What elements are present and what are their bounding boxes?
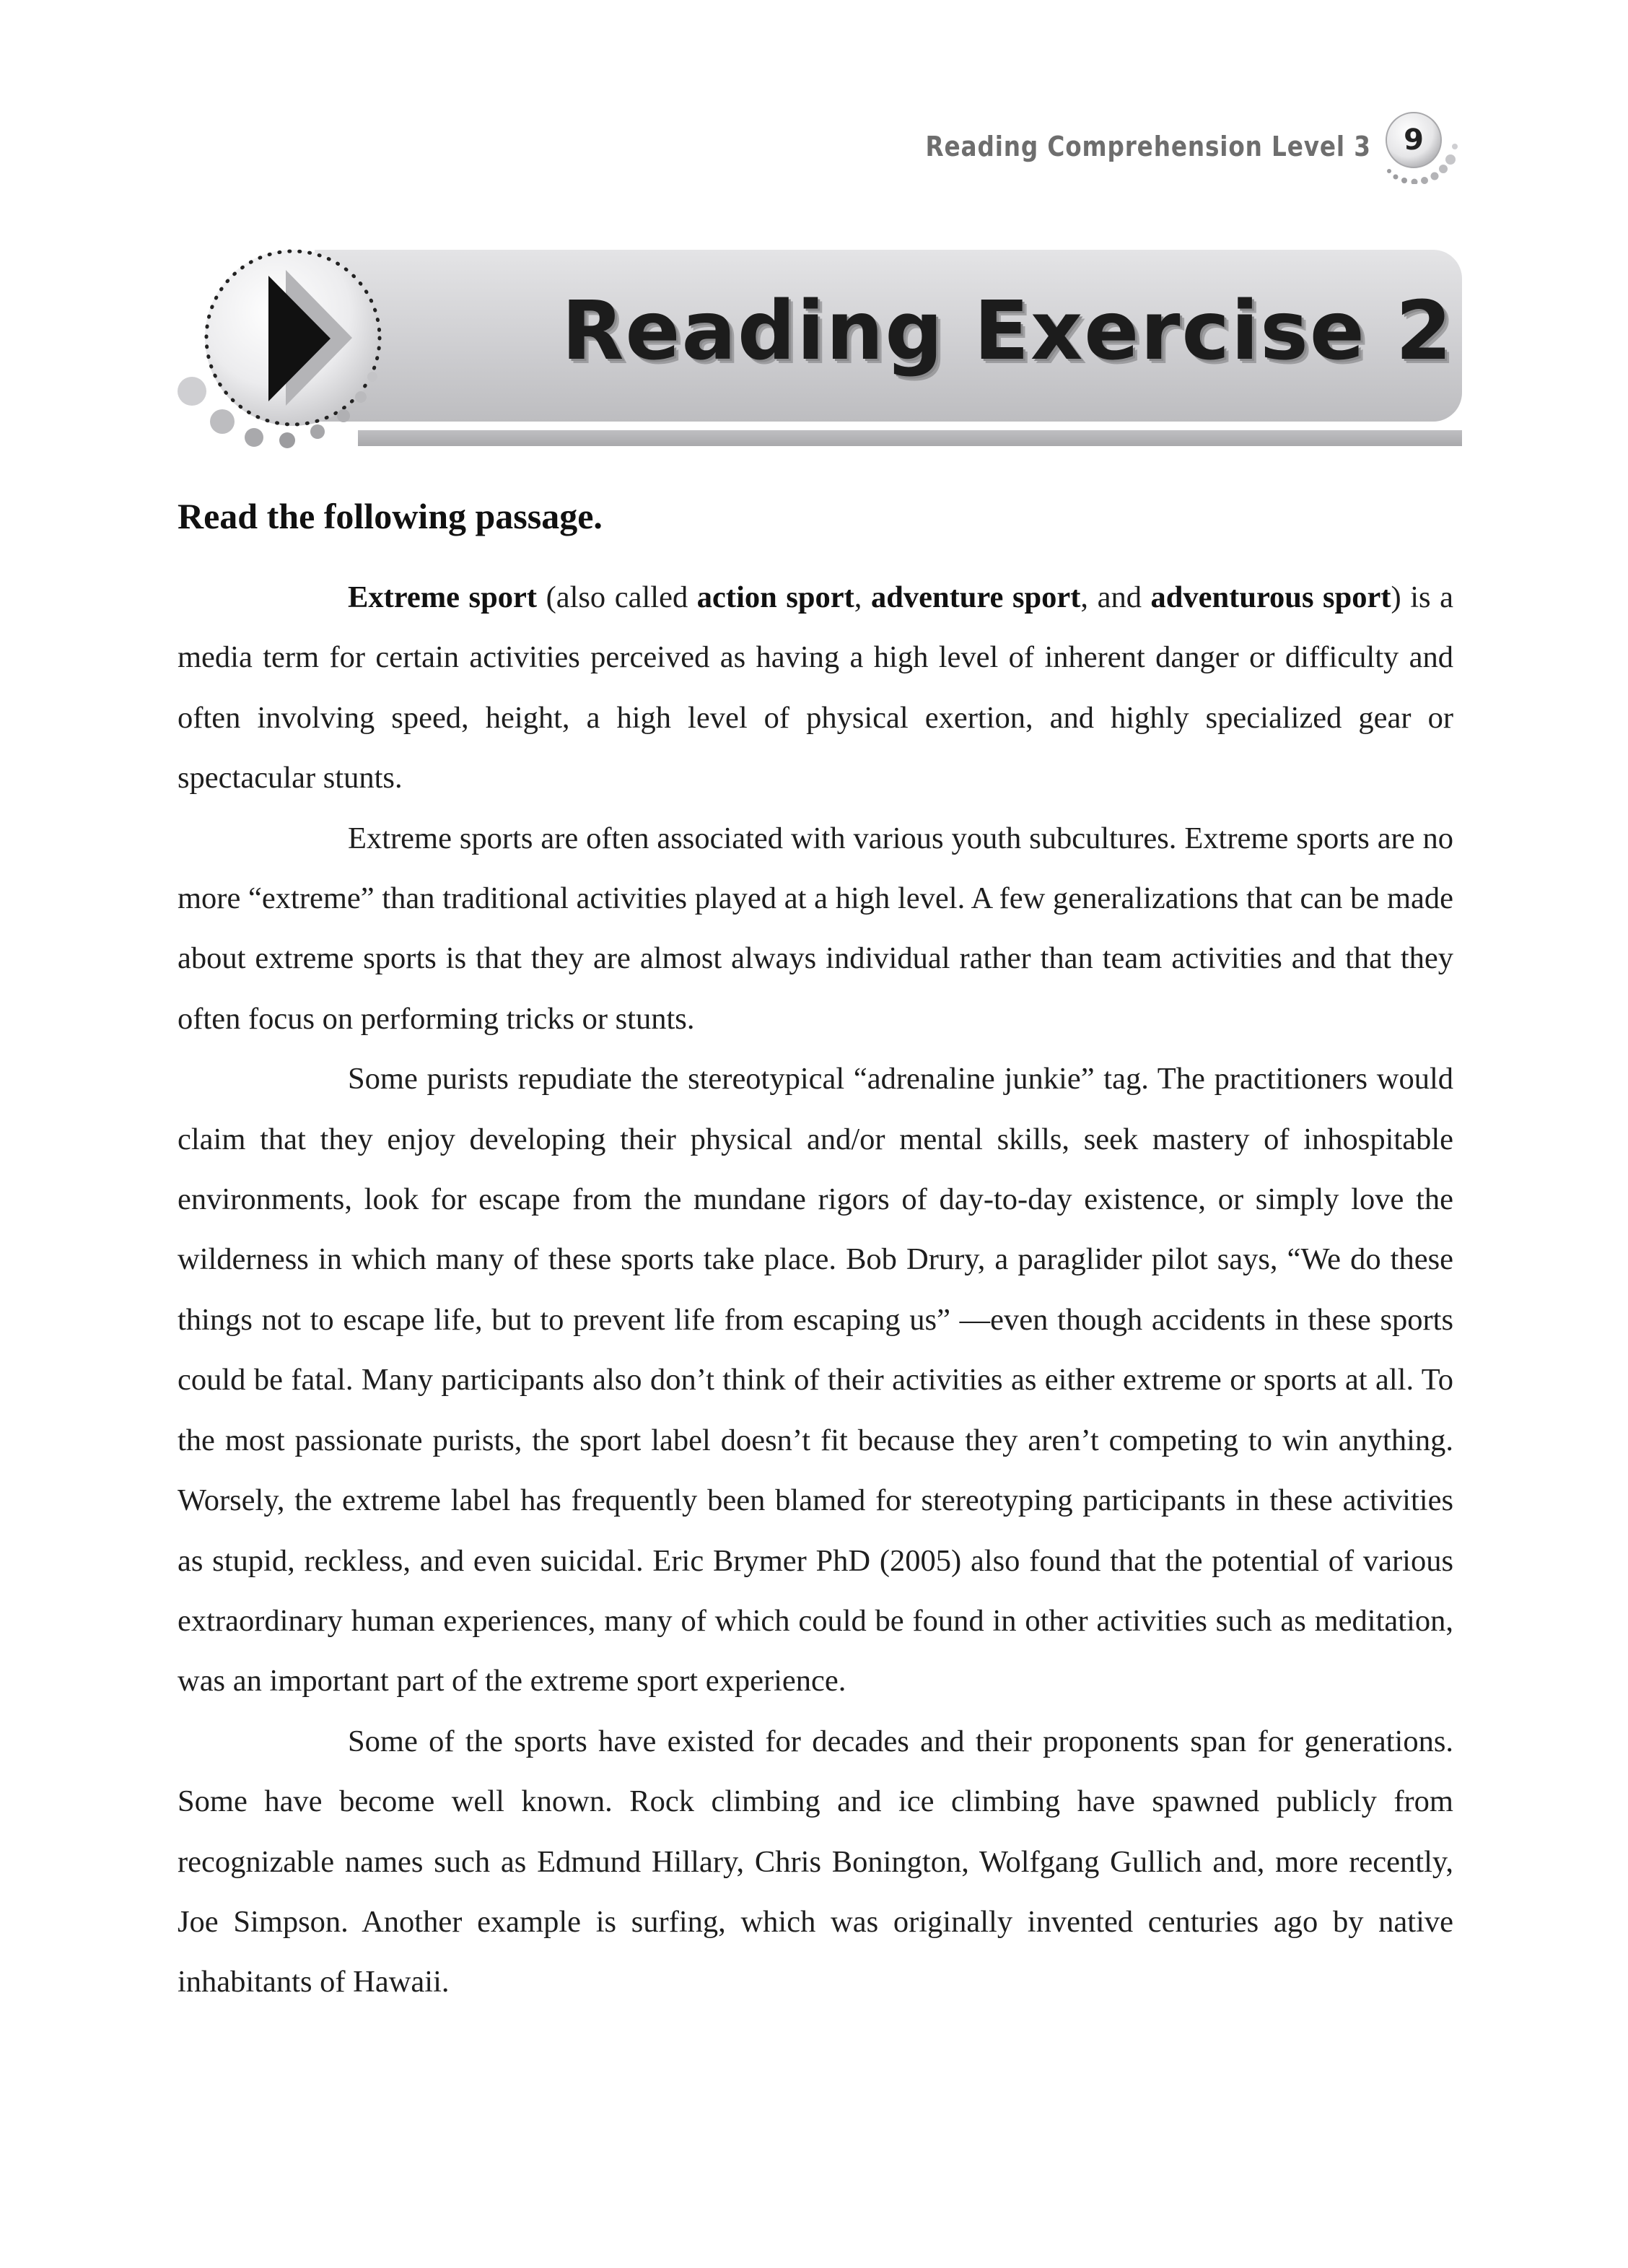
page-number: 9 xyxy=(1404,123,1424,157)
paragraph-2: Extreme sports are often associated with various youth subcultures. Extreme sports are no more “extreme” than traditional activities played at a high level. A few generalizations that can be made about extreme sports is that they are almost always individual rather than team activities and that they often focus on performing tricks or stunts. xyxy=(178,821,1453,1036)
banner-underline xyxy=(358,430,1462,446)
term-adventurous-sport: adventurous sport xyxy=(1150,580,1391,614)
paragraph-3: Some purists repudiate the stereotypical “adrenaline junkie” tag. The practitioners would claim that they enjoy developing their physical and/or mental skills, seek mastery of inhospitable environments, look for escape from the mundane rigors of day-to-day existence, or simply love the wilderness in which many of these sports take place. Bob Drury, a paraglider pilot says, “We do these things not to escape life, but to prevent life from escaping us” —even though accidents in these sports could be fatal. Many participants also don’t think of their activities as either extreme or sports at all. To the most passionate purists, the sport label doesn’t fit because they aren’t competing to win anything. Worsely, the extreme label has frequently been blamed for stereotyping participants in these activities as stupid, reckless, and even suicidal. Eric Brymer PhD (2005) also found that the potential of various extraordinary human experiences, many of which could be found in other activities such as meditation, was an important part of the extreme sport experience. xyxy=(178,1062,1453,1698)
instruction-heading: Read the following passage. xyxy=(178,496,603,536)
paragraph-1-text: , and xyxy=(1080,580,1151,614)
running-header xyxy=(853,121,1458,172)
paragraph-1-text: , xyxy=(854,580,871,614)
exercise-title: Reading Exercise 2 xyxy=(561,284,1453,378)
reading-passage xyxy=(178,567,1453,2012)
page-number-badge xyxy=(1383,109,1458,184)
term-adventure-sport: adventure sport xyxy=(870,580,1081,614)
paragraph-1-text: ) is a media term for certain activities perceived as having a high level of inherent danger or difficulty and often involving speed, height, a high level of physical exertion, and highly specialized gear or spectacular stunts. xyxy=(178,580,1454,795)
term-action-sport: action sport xyxy=(696,580,854,614)
paragraph-1-text: (also called xyxy=(537,580,697,614)
paragraph-1 xyxy=(178,567,1453,808)
running-title: Reading Comprehension Level 3 xyxy=(925,131,1371,162)
term-extreme-sport: Extreme sport xyxy=(348,580,537,614)
play-triangle-icon xyxy=(170,238,416,455)
title-banner xyxy=(170,238,1462,455)
paragraph-4: Some of the sports have existed for decades and their proponents span for generations. Some have become well known. Rock climbing and ice climbing have spawned publicly from recognizable names such as Edmund Hillary, Chris Bonington, Wolfgang Gullich and, more recently, Joe Simpson. Another example is surfing, which was originally invented centuries ago by native inhabitants of Hawaii. xyxy=(178,1724,1453,1999)
